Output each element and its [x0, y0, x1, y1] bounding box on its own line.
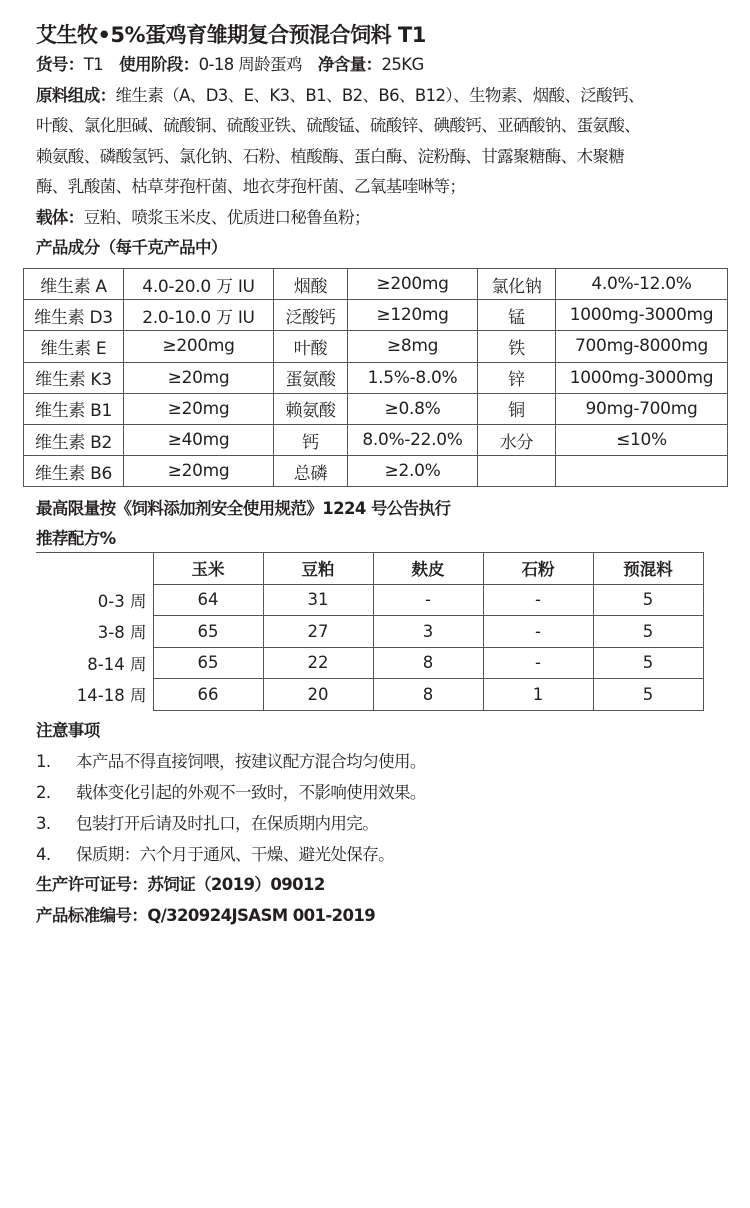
composition-row — [24, 269, 728, 300]
recipe-value-cell: 5 — [593, 647, 703, 679]
nutrient-name-cell: 水分 — [478, 424, 556, 455]
note-number: 4. — [36, 845, 51, 864]
note-item — [36, 808, 726, 839]
nutrient-name-cell: 维生素 A — [24, 269, 124, 300]
recipe-value-cell: - — [483, 584, 593, 616]
note-text: 保质期：六个月于通风、干燥、避光处保存。 — [76, 845, 395, 864]
nutrient-name-cell: 维生素 E — [24, 331, 124, 362]
recipe-value-cell: 5 — [593, 584, 703, 616]
note-item — [36, 777, 726, 808]
net-weight-label: 净含量： — [317, 55, 382, 74]
recipe-value-cell: 3 — [373, 616, 483, 648]
ingredients-line: 赖氨酸、磷酸氢钙、氯化钠、石粉、植酸酶、蛋白酶、淀粉酶、甘露聚糖酶、木聚糖 — [36, 146, 625, 166]
ingredients-block — [36, 81, 726, 203]
nutrient-value-cell: 8.0%-22.0% — [348, 424, 478, 455]
recipe-value-cell: - — [373, 584, 483, 616]
license-label: 生产许可证号： — [36, 875, 148, 894]
recipe-corner — [36, 553, 153, 585]
recipe-value-cell: - — [483, 647, 593, 679]
product-info-line — [36, 50, 726, 81]
nutrient-value-cell: 1.5%-8.0% — [348, 362, 478, 393]
nutrient-name-cell: 氯化钠 — [478, 269, 556, 300]
recipe-value-cell: 65 — [153, 616, 263, 648]
recipe-value-cell: 65 — [153, 647, 263, 679]
note-text: 载体变化引起的外观不一致时，不影响使用效果。 — [76, 783, 426, 802]
note-text: 包装打开后请及时扎口，在保质期内用完。 — [76, 814, 379, 833]
recipe-row — [36, 679, 703, 711]
nutrient-value-cell — [556, 456, 728, 487]
composition-row — [24, 300, 728, 331]
nutrient-name-cell: 维生素 K3 — [24, 362, 124, 393]
recipe-value-cell: 64 — [153, 584, 263, 616]
recipe-value-cell: 5 — [593, 616, 703, 648]
note-number: 2. — [36, 783, 51, 802]
recipe-value-cell: - — [483, 616, 593, 648]
recipe-value-cell: 8 — [373, 647, 483, 679]
standard-value: Q/320924JSASM 001-2019 — [147, 905, 376, 925]
nutrient-value-cell: ≥20mg — [124, 393, 274, 424]
standard-line — [36, 901, 726, 932]
recipe-title: 推荐配方% — [36, 529, 116, 548]
recipe-header-corn: 玉米 — [153, 553, 263, 585]
recipe-header-limestone: 石粉 — [483, 553, 593, 585]
nutrient-name-cell: 泛酸钙 — [274, 300, 348, 331]
recipe-value-cell: 31 — [263, 584, 373, 616]
standard-label: 产品标准编号： — [36, 905, 148, 925]
recipe-row — [36, 616, 703, 648]
recipe-header-premix: 预混料 — [593, 553, 703, 585]
recipe-value-cell: 22 — [263, 647, 373, 679]
note-item — [36, 839, 726, 870]
recipe-stage-label: 8-14 周 — [87, 654, 147, 674]
composition-row — [24, 424, 728, 455]
recipe-stage-label: 14-18 周 — [76, 686, 147, 706]
composition-row — [24, 393, 728, 424]
nutrient-name-cell — [478, 456, 556, 487]
nutrient-value-cell: ≥20mg — [124, 456, 274, 487]
nutrient-name-cell: 铜 — [478, 393, 556, 424]
notes-section — [36, 716, 726, 931]
notes-title: 注意事项 — [36, 721, 100, 740]
nutrient-value-cell: 90mg-700mg — [556, 393, 728, 424]
recipe-table — [36, 552, 704, 711]
nutrient-name-cell: 锰 — [478, 300, 556, 331]
ingredients-line: 叶酸、氯化胆碱、硫酸铜、硫酸亚铁、硫酸锰、硫酸锌、碘酸钙、亚硒酸钠、蛋氨酸、 — [36, 116, 641, 135]
nutrient-value-cell: 4.0-20.0 万 IU — [124, 269, 274, 300]
product-label-page — [36, 20, 726, 263]
nutrient-value-cell: ≥2.0% — [348, 456, 478, 487]
carrier-value: 豆粕、喷浆玉米皮、优质进口秘鲁鱼粉； — [83, 207, 370, 227]
nutrient-name-cell: 锌 — [478, 362, 556, 393]
nutrient-value-cell: 700mg-8000mg — [556, 331, 728, 362]
note-text: 本产品不得直接饲喂，按建议配方混合均匀使用。 — [76, 752, 426, 771]
nutrient-name-cell: 维生素 B2 — [24, 424, 124, 455]
recipe-stage-label: 0-3 周 — [97, 591, 147, 611]
note-item — [36, 746, 726, 777]
item-no-label: 货号： — [36, 55, 84, 74]
note-number: 1. — [36, 752, 51, 771]
nutrient-value-cell: ≥0.8% — [348, 393, 478, 424]
nutrient-value-cell: ≥120mg — [348, 300, 478, 331]
nutrient-name-cell: 维生素 B1 — [24, 393, 124, 424]
recipe-value-cell: 20 — [263, 679, 373, 711]
nutrient-value-cell: ≤10% — [556, 424, 728, 455]
nutrient-name-cell: 蛋氨酸 — [274, 362, 348, 393]
composition-row — [24, 331, 728, 362]
nutrient-value-cell: ≥40mg — [124, 424, 274, 455]
recipe-value-cell: 66 — [153, 679, 263, 711]
recipe-row — [36, 647, 703, 679]
product-title: 艾生牧•5%蛋鸡育雏期复合预混合饲料 T1 — [36, 23, 426, 47]
recipe-value-cell: 1 — [483, 679, 593, 711]
item-no-value: T1 — [83, 55, 104, 74]
nutrient-name-cell: 维生素 B6 — [24, 456, 124, 487]
license-line — [36, 870, 726, 901]
carrier-label: 载体： — [36, 207, 84, 227]
carrier-line — [36, 203, 726, 234]
ingredients-line: 酶、乳酸菌、枯草芽孢杆菌、地衣芽孢杆菌、乙氧基喹啉等； — [36, 177, 466, 196]
ingredients-line: 维生素（A、D3、E、K3、B1、B2、B6、B12）、生物素、烟酸、泛酸钙、 — [115, 85, 644, 105]
nutrient-value-cell: 4.0%-12.0% — [556, 269, 728, 300]
nutrient-value-cell: ≥200mg — [348, 269, 478, 300]
recipe-header-row — [36, 553, 703, 585]
ingredients-label: 原料组成： — [36, 85, 116, 105]
nutrient-name-cell: 叶酸 — [274, 331, 348, 362]
nutrient-name-cell: 钙 — [274, 424, 348, 455]
nutrient-value-cell: ≥200mg — [124, 331, 274, 362]
nutrient-value-cell: ≥8mg — [348, 331, 478, 362]
recipe-value-cell: 5 — [593, 679, 703, 711]
note-number: 3. — [36, 814, 51, 833]
nutrient-value-cell: 1000mg-3000mg — [556, 362, 728, 393]
stage-value: 0-18 周龄蛋鸡 — [198, 55, 302, 74]
composition-table — [23, 268, 728, 487]
recipe-value-cell: 8 — [373, 679, 483, 711]
nutrient-name-cell: 总磷 — [274, 456, 348, 487]
nutrient-name-cell: 烟酸 — [274, 269, 348, 300]
limit-note: 最高限量按《饲料添加剂安全使用规范》1224 号公告执行 — [36, 499, 451, 518]
nutrient-name-cell: 铁 — [478, 331, 556, 362]
nutrient-value-cell: ≥20mg — [124, 362, 274, 393]
recipe-header-bran: 麸皮 — [373, 553, 483, 585]
license-value: 苏饲证（2019）09012 — [147, 875, 325, 894]
net-weight-value: 25KG — [381, 55, 424, 74]
composition-title: 产品成分（每千克产品中） — [36, 238, 227, 257]
recipe-stage-label: 3-8 周 — [97, 623, 147, 643]
recipe-row — [36, 584, 703, 616]
composition-row — [24, 362, 728, 393]
recipe-header-soymeal: 豆粕 — [263, 553, 373, 585]
stage-label: 使用阶段： — [119, 55, 199, 74]
composition-row — [24, 456, 728, 487]
recipe-value-cell: 27 — [263, 616, 373, 648]
nutrient-name-cell: 维生素 D3 — [24, 300, 124, 331]
nutrient-value-cell: 2.0-10.0 万 IU — [124, 300, 274, 331]
nutrient-value-cell: 1000mg-3000mg — [556, 300, 728, 331]
nutrient-name-cell: 赖氨酸 — [274, 393, 348, 424]
